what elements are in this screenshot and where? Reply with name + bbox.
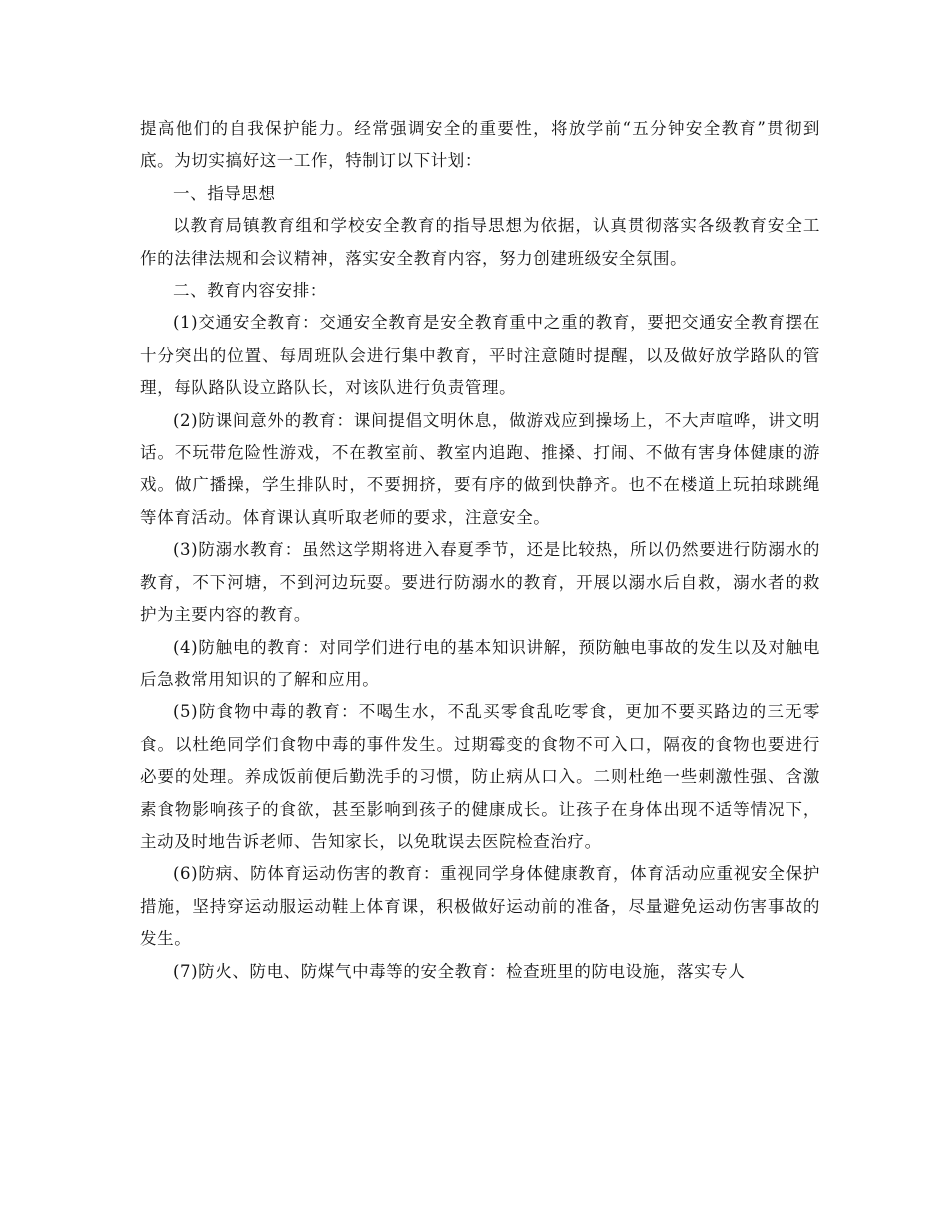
document-body [140,113,820,988]
item-sports-injury: (6)防病、防体育运动伤害的教育：重视同学身体健康教育，体育活动应重视安全保护措施，坚持穿运动服运动鞋上体育课，积极做好运动前的准备，尽量避免运动伤害事故的发生。 [140,864,820,949]
item-drowning-prevention: (3)防溺水教育：虽然这学期将进入春夏季节，还是比较热，所以仍然要进行防溺水的教育，不下河塘，不到河边玩耍。要进行防溺水的教育，开展以溺水后自救，溺水者的救护为主要内容的教育。 [140,540,820,625]
item-recess-accidents: (2)防课间意外的教育：课间提倡文明休息，做游戏应到操场上，不大声喧哗，讲文明话。不玩带危险性游戏，不在教室前、教室内追跑、推搡、打闹、不做有害身体健康的游戏。做广播操，学生排队时，不要拥挤，要有序的做到快静齐。也不在楼道上玩拍球跳绳等体育活动。体育课认真听取老师的要求，注意安全。 [140,410,820,527]
item-fire-electric-gas: (7)防火、防电、防煤气中毒等的安全教育：检查班里的防电设施，落实专人 [173,961,746,981]
item-food-poisoning: (5)防食物中毒的教育：不喝生水，不乱买零食乱吃零食，更加不要买路边的三无零食。以杜绝同学们食物中毒的事件发生。过期霉变的食物不可入口，隔夜的食物也要进行必要的处理。养成饭前便后勤洗手的习惯，防止病从口入。二则杜绝一些刺激性强、含激素食物影响孩子的食欲，甚至影响到孩子的健康成长。让孩子在身体出现不适等情况下，主动及时地告诉老师、告知家长，以免耽误去医院检查治疗。 [140,702,820,851]
item-traffic-safety: (1)交通安全教育：交通安全教育是安全教育重中之重的教育，要把交通安全教育摆在十分突出的位置、每周班队会进行集中教育，平时注意随时提醒，以及做好放学路队的管理，每队路队设立路队长，对该队进行负责管理。 [140,313,820,398]
section-heading-guiding-ideology: 一、指导思想 [173,183,276,203]
guiding-ideology-paragraph: 以教育局镇教育组和学校安全教育的指导思想为依据，认真贯彻落实各级教育安全工作的法律法规和会议精神，落实安全教育内容，努力创建班级安全氛围。 [140,216,820,268]
intro-paragraph: 提高他们的自我保护能力。经常强调安全的重要性，将放学前“五分钟安全教育”贯彻到底。为切实搞好这一工作，特制订以下计划： [140,119,820,171]
section-heading-content-arrangement: 二、教育内容安排： [173,281,327,301]
item-electric-shock: (4)防触电的教育：对同学们进行电的基本知识讲解，预防触电事故的发生以及对触电后急救常用知识的了解和应用。 [140,637,820,689]
